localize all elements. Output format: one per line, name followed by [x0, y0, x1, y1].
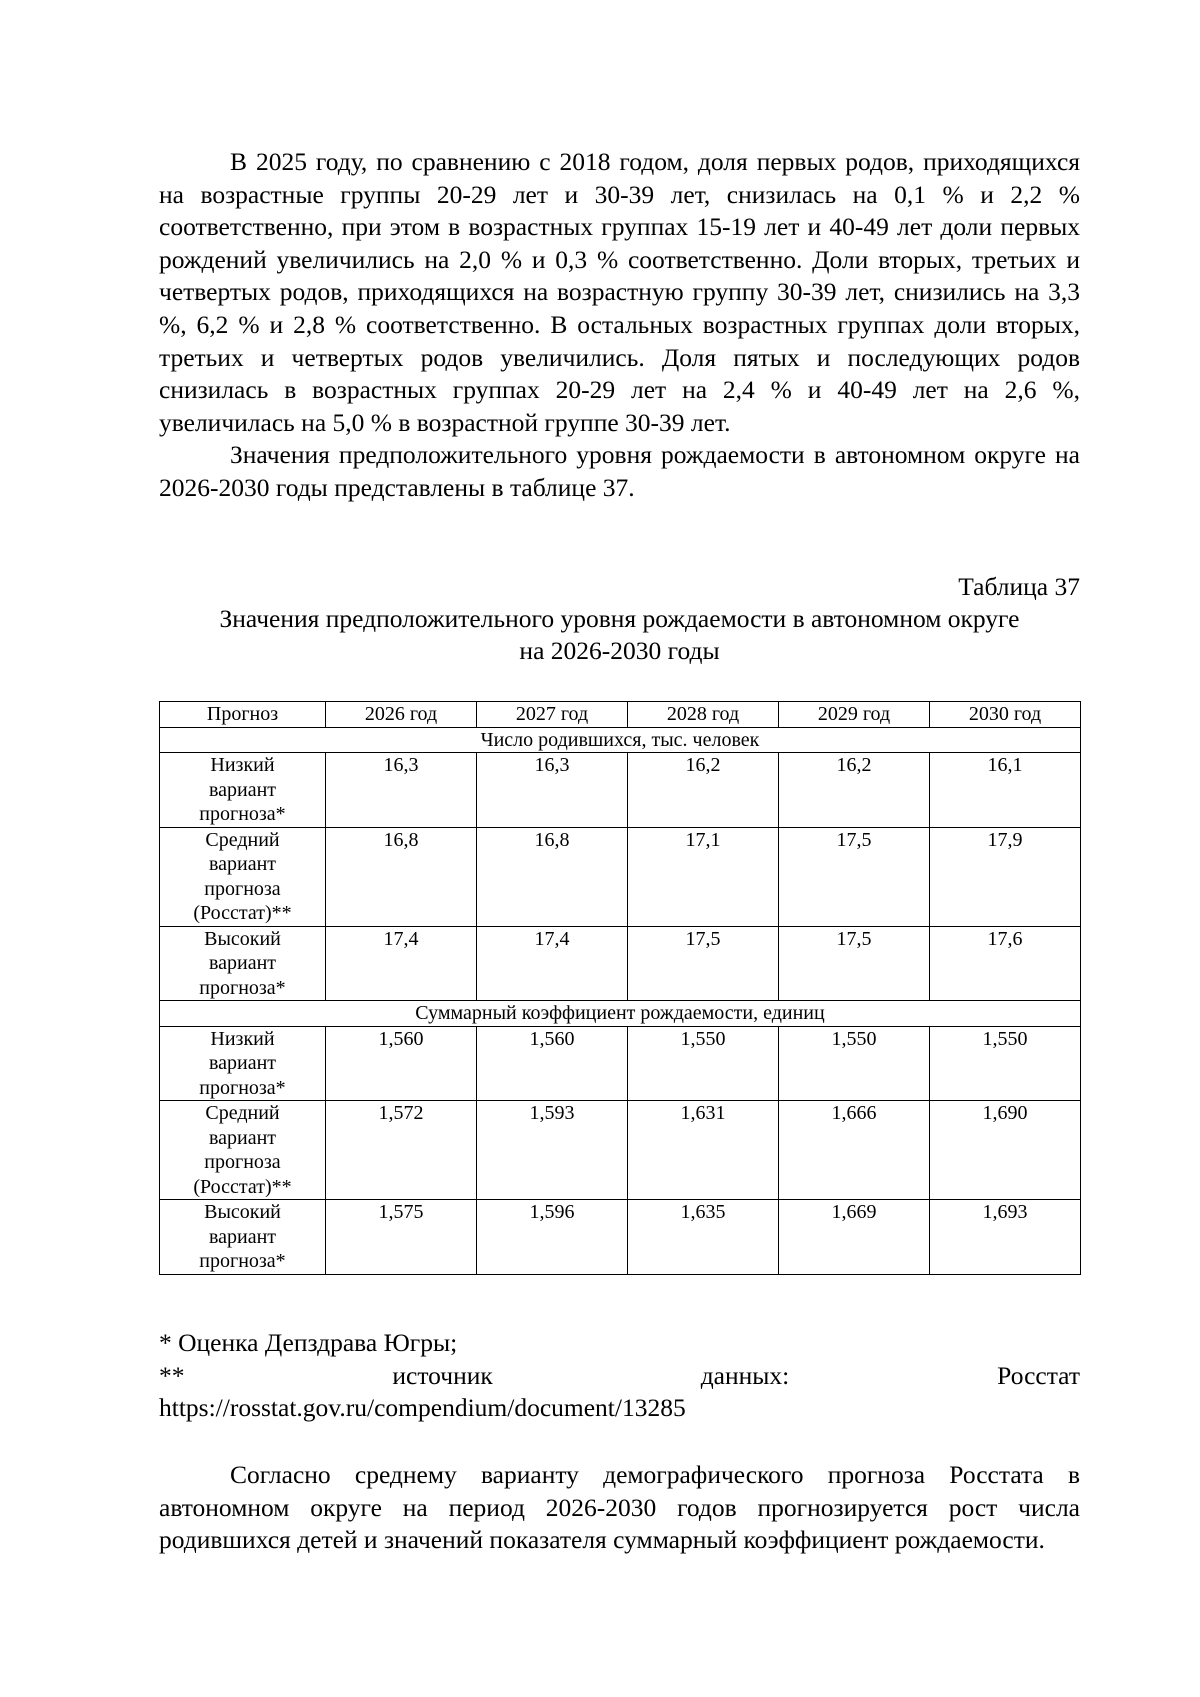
table-cell: 16,3 [326, 753, 477, 828]
footnote-2-url: https://rosstat.gov.ru/compendium/document/13285 [159, 1393, 686, 1423]
row-label [160, 926, 326, 1001]
paragraph-conclusion: Согласно среднему варианту демографического прогноза Росстата в автономном округе на период 2026-2030 годов прогнозируется рост числа родившихся детей и значений показателя суммарный коэффициент рождаемости. [159, 1460, 1080, 1555]
table-title-line-2: на 2026-2030 годы [519, 636, 720, 665]
row-label [160, 827, 326, 926]
footnote-2-word: Росстат [997, 1360, 1080, 1390]
row-label-line: прогноза* [199, 803, 286, 825]
table-section-title: Суммарный коэффициент рождаемости, единиц [160, 1001, 1081, 1027]
table-number: Таблица 37 [958, 572, 1080, 601]
table-cell: 16,3 [477, 753, 628, 828]
birth-forecast-table [159, 701, 1081, 1275]
footnote-1: * Оценка Депздрава Югры; [159, 1328, 458, 1357]
row-label-line: Низкий [210, 754, 275, 776]
table-header-row [160, 702, 1081, 728]
row-label-line: (Росстат)** [193, 902, 292, 924]
row-label-line: Низкий [210, 1027, 275, 1050]
table-cell: 1,666 [779, 1101, 930, 1200]
row-label-line: прогноза [204, 1151, 281, 1173]
row-label-line: Высокий [204, 927, 281, 950]
row-label-line: Средний [205, 1102, 280, 1124]
row-label-line: вариант [208, 778, 277, 801]
table-cell: 1,572 [326, 1101, 477, 1200]
footnote-2-word: ** [159, 1360, 185, 1390]
row-label-line: прогноза* [199, 1076, 286, 1099]
header-2030: 2030 год [930, 702, 1081, 728]
table-cell: 17,5 [779, 827, 930, 926]
table-cell: 17,6 [930, 926, 1081, 1001]
table-cell: 16,8 [477, 827, 628, 926]
row-label-line: вариант [208, 952, 277, 974]
table-cell: 1,560 [326, 1026, 477, 1101]
footnote-2-word: источник [392, 1360, 493, 1390]
table-cell: 1,575 [326, 1200, 477, 1275]
table-title-line-1: Значения предположительного уровня рождаемости в автономном округе [219, 604, 1020, 633]
table-cell: 1,635 [628, 1200, 779, 1275]
table-cell: 1,550 [628, 1026, 779, 1101]
footnote-2 [159, 1360, 1080, 1393]
table-cell: 17,1 [628, 827, 779, 926]
table-row [160, 1101, 1081, 1200]
row-label-line: вариант [208, 1225, 277, 1248]
footnote-2-word: данных: [700, 1360, 790, 1390]
table-row [160, 926, 1081, 1001]
row-label-line: прогноза [204, 877, 281, 900]
header-forecast: Прогноз [160, 702, 326, 728]
paragraph-table-reference: Значения предположительного уровня рождаемости в автономном округе на 2026-2030 годы представлены в таблице 37. [159, 440, 1080, 502]
row-label [160, 1200, 326, 1275]
table-row [160, 753, 1081, 828]
table-cell: 16,8 [326, 827, 477, 926]
header-2028: 2028 год [628, 702, 779, 728]
row-label-line: Средний [205, 828, 280, 851]
table-cell: 16,2 [779, 753, 930, 828]
table-cell: 16,2 [628, 753, 779, 828]
row-label-line: прогноза* [199, 1250, 286, 1272]
conclusion-text [159, 1459, 1080, 1557]
row-label [160, 1101, 326, 1200]
row-label-line: прогноза* [199, 976, 286, 999]
table-cell: 1,631 [628, 1101, 779, 1200]
table-cell: 1,550 [930, 1026, 1081, 1101]
footnotes [159, 1327, 1080, 1425]
intro-text [159, 146, 1080, 505]
table-cell: 17,5 [779, 926, 930, 1001]
table-row [160, 1026, 1081, 1101]
row-label-line: вариант [208, 1052, 277, 1074]
table-cell: 1,690 [930, 1101, 1081, 1200]
table-cell: 16,1 [930, 753, 1081, 828]
paragraph-birth-shares: В 2025 году, по сравнению с 2018 годом, доля первых родов, приходящихся на возрастные группы 20-29 лет и 30-39 лет, снизилась на 0,1 % и 2,2 % соответственно, при этом в возрастных группах 15-19 лет и 40-49 лет доли первых рождений увеличились на 2,0 % и 0,3 % соответственно. Доли вторых, третьих и четвертых родов, приходящихся на возрастную группу 30-39 лет, снизились на 3,3 %, 6,2 % и 2,8 % соответственно. В остальных возрастных группах доли вторых, третьих и четвертых родов увеличились. Доля пятых и последующих родов снизилась в возрастных группах 20-29 лет на 2,4 % и 40-49 лет на 2,6 %, увеличилась на 5,0 % в возрастной группе 30-39 лет. [159, 147, 1080, 437]
table-row [160, 827, 1081, 926]
table-cell: 1,693 [930, 1200, 1081, 1275]
table-cell: 17,4 [326, 926, 477, 1001]
table-cell: 1,550 [779, 1026, 930, 1101]
table-section-row [160, 727, 1081, 753]
row-label-line: вариант [208, 1126, 277, 1149]
table-cell: 17,5 [628, 926, 779, 1001]
table-cell: 1,593 [477, 1101, 628, 1200]
table-cell: 1,596 [477, 1200, 628, 1275]
row-label-line: вариант [208, 853, 277, 875]
table-cell: 17,4 [477, 926, 628, 1001]
row-label-line: Высокий [204, 1201, 281, 1223]
table-row [160, 1200, 1081, 1275]
header-2026: 2026 год [326, 702, 477, 728]
table-cell: 1,560 [477, 1026, 628, 1101]
row-label [160, 1026, 326, 1101]
table-cell: 1,669 [779, 1200, 930, 1275]
row-label [160, 753, 326, 828]
table-cell: 17,9 [930, 827, 1081, 926]
header-2029: 2029 год [779, 702, 930, 728]
table-section-row [160, 1001, 1081, 1027]
row-label-line: (Росстат)** [193, 1175, 292, 1198]
header-2027: 2027 год [477, 702, 628, 728]
table-title [159, 603, 1080, 667]
table-section-title: Число родившихся, тыс. человек [160, 727, 1081, 753]
